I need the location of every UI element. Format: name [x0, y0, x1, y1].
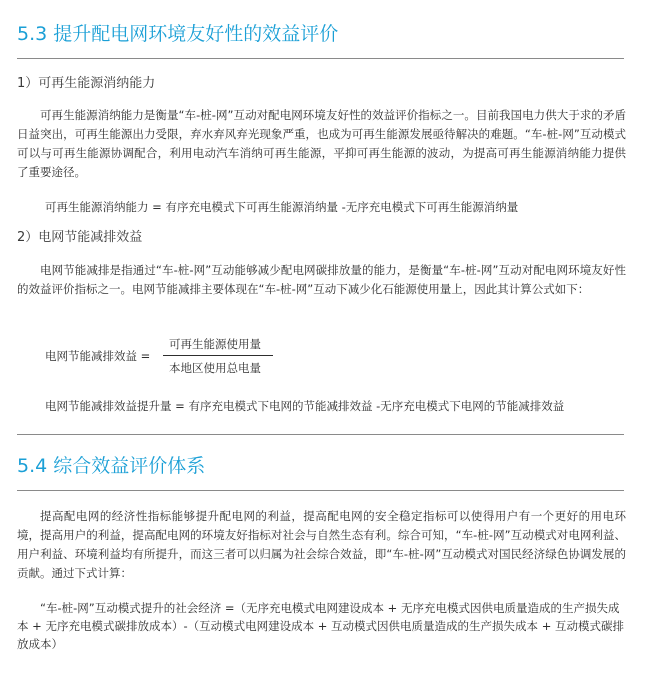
energy-saving-fraction-formula	[45, 336, 285, 380]
subsection-2-paragraph: 电网节能减排是指通过“车-桩-网”互动能够减少配电网碳排放量的能力，是衡量“车-桩-网”互动对配电网环境友好性的效益评价指标之一。电网节能减排主要体现在“车-桩-网”互动下减少化石能源使用量上，因此其计算公式如下：	[17, 263, 626, 296]
section-5-3-title: 5.3 提升配电网环境友好性的效益评价	[17, 23, 339, 45]
fraction-denominator: 本地区使用总电量	[169, 361, 261, 375]
fraction-bar	[163, 355, 273, 356]
section-separator	[17, 434, 624, 435]
subsection-1-title: 1）可再生能源消纳能力	[17, 76, 156, 91]
section-5-3-divider	[17, 58, 624, 59]
fraction-label: 电网节能减排效益 =	[45, 349, 151, 363]
social-economy-formula: “车-桩-网”互动模式提升的社会经济 =（无序充电模式电网建设成本 + 无序充电模式因供电质量造成的生产损失成本 + 无序充电模式碳排放成本）-（互动模式电网建设成本 + 互动模式因供电质量造成的生产损失成本 + 互动模式碳排放成本）	[17, 601, 624, 651]
subsection-1-paragraph: 可再生能源消纳能力是衡量“车-桩-网”互动对配电网环境友好性的效益评价指标之一。目前我国电力供大于求的矛盾日益突出，可再生能源出力受限，弃水弃风弃光现象严重，也成为可再生能源发展亟待解决的难题。“车-桩-网”互动模式可以与可再生能源协调配合，利用电动汽车消纳可再生能源，平抑可再生能源的波动，为提高可再生能源消纳能力提供了重要途径。	[17, 108, 626, 179]
section-5-4-title: 5.4 综合效益评价体系	[17, 455, 206, 477]
subsection-2-title: 2）电网节能减排效益	[17, 230, 143, 245]
fraction-numerator: 可再生能源使用量	[169, 337, 261, 351]
renewable-consumption-formula: 可再生能源消纳能力 = 有序充电模式下可再生能源消纳量 -无序充电模式下可再生能源消纳量	[45, 200, 519, 214]
section-5-4-divider	[17, 490, 624, 491]
energy-saving-improvement-formula: 电网节能减排效益提升量 = 有序充电模式下电网的节能减排效益 -无序充电模式下电网的节能减排效益	[45, 399, 565, 413]
section-5-4-paragraph: 提高配电网的经济性指标能够提升配电网的利益，提高配电网的安全稳定指标可以使得用户有一个更好的用电环境，提高用户的利益，提高配电网的环境友好指标对社会与自然生态有利。综合可知，“车-桩-网”互动模式对电网利益、用户利益、环境利益均有所提升，而这三者可以归属为社会综合效益，即“车-桩-网”互动模式对国民经济绿色协调发展的贡献。通过下式计算：	[17, 509, 626, 580]
